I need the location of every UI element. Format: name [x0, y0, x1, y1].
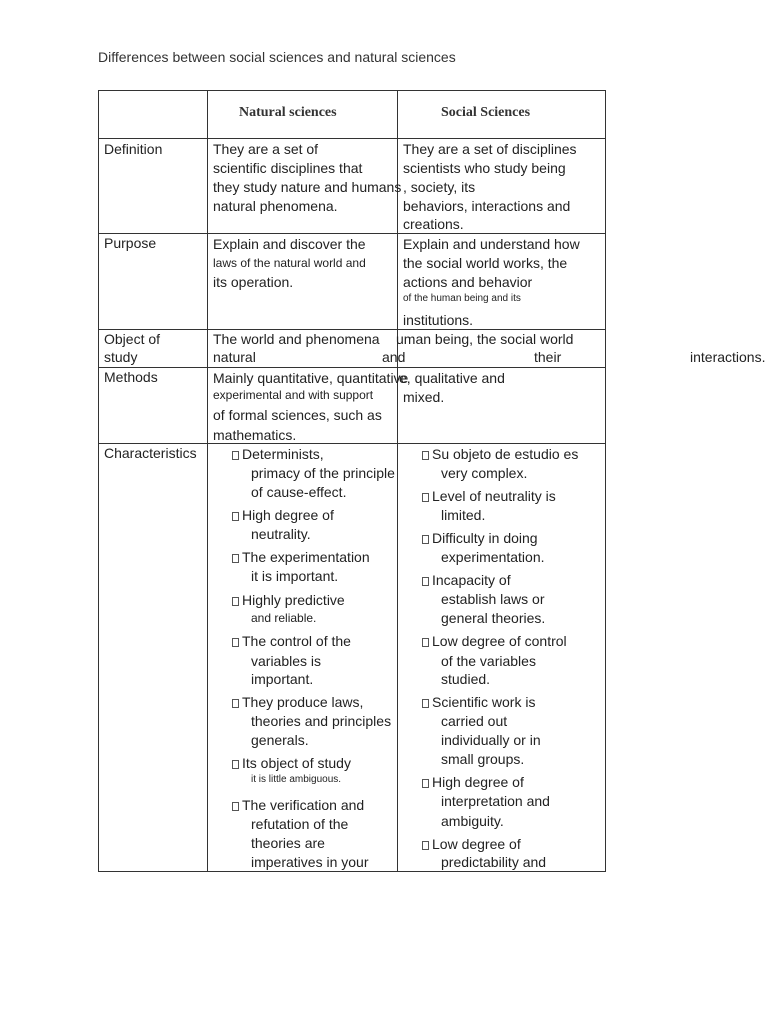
- checkbox-glyph-icon: [232, 802, 239, 811]
- social-definition-line: behaviors, interactions and: [403, 198, 571, 214]
- natural-object-line: and: [382, 349, 406, 365]
- natural-characteristic-bullet: Highly predictive: [232, 591, 345, 609]
- social-characteristic-line: ambiguity.: [441, 813, 504, 829]
- natural-methods-line: experimental and with support: [213, 388, 374, 402]
- social-purpose-line: Explain and understand how: [403, 236, 580, 252]
- natural-definition-line: They are a set of: [213, 141, 319, 157]
- row-label-purpose: Purpose: [104, 235, 157, 251]
- social-object-line: interactions.: [690, 349, 766, 365]
- row-label-object: Object of: [104, 331, 161, 347]
- natural-characteristic-line: primacy of the principle: [251, 465, 395, 481]
- social-characteristic-bullet: Su objeto de estudio es: [422, 445, 578, 463]
- natural-characteristic-line: variables is: [251, 653, 322, 669]
- row-divider: [98, 367, 606, 368]
- social-characteristic-line: experimentation.: [441, 549, 545, 565]
- natural-characteristic-bullet: Its object of study: [232, 754, 351, 772]
- social-characteristic-bullet: Difficulty in doing: [422, 529, 538, 547]
- natural-methods-line: of formal sciences, such as: [213, 407, 382, 423]
- social-characteristic-line: of the variables: [441, 653, 536, 669]
- social-purpose-line: actions and behavior: [403, 274, 533, 290]
- checkbox-glyph-icon: [422, 638, 429, 647]
- checkbox-glyph-icon: [422, 779, 429, 788]
- natural-purpose-line: laws of the natural world and: [213, 256, 366, 270]
- natural-characteristic-line: neutrality.: [251, 526, 311, 542]
- social-characteristic-line: very complex.: [441, 465, 528, 481]
- natural-characteristic-bullet: The control of the: [232, 632, 351, 650]
- natural-characteristic-bullet: High degree of: [232, 506, 334, 524]
- social-characteristic-line: establish laws or: [441, 591, 545, 607]
- checkbox-glyph-icon: [232, 451, 239, 460]
- natural-characteristic-line: of cause-effect.: [251, 484, 347, 500]
- natural-purpose-line: Explain and discover the: [213, 236, 366, 252]
- header-social-sciences: Social Sciences: [441, 105, 531, 120]
- natural-characteristic-line: theories and principles: [251, 713, 392, 729]
- social-object-line: uman being, the social world: [396, 331, 574, 347]
- checkbox-glyph-icon: [232, 699, 239, 708]
- social-characteristic-line: predictability and: [441, 854, 547, 870]
- document-title: Differences between social sciences and natural sciences: [98, 49, 456, 65]
- natural-definition-line: scientific disciplines that: [213, 160, 363, 176]
- checkbox-glyph-icon: [232, 512, 239, 521]
- social-characteristic-line: limited.: [441, 507, 486, 523]
- natural-methods-line: mathematics.: [213, 427, 297, 443]
- row-label-definition: Definition: [104, 141, 163, 157]
- social-characteristic-bullet: Low degree of: [422, 835, 521, 853]
- table-border-right: [605, 90, 606, 872]
- social-characteristic-bullet: Scientific work is: [422, 693, 535, 711]
- header-natural-sciences: Natural sciences: [239, 105, 337, 120]
- natural-characteristic-line: it is little ambiguous.: [251, 774, 342, 785]
- natural-object-line: The world and phenomena: [213, 331, 380, 347]
- row-label-methods: Methods: [104, 369, 158, 385]
- natural-definition-line: natural phenomena.: [213, 198, 338, 214]
- checkbox-glyph-icon: [422, 577, 429, 586]
- social-characteristic-bullet: Level of neutrality is: [422, 487, 556, 505]
- social-characteristic-bullet: Low degree of control: [422, 632, 567, 650]
- social-methods-line: mixed.: [403, 389, 445, 405]
- social-characteristic-line: studied.: [441, 671, 491, 687]
- natural-characteristic-bullet: The verification and: [232, 796, 364, 814]
- row-divider: [98, 233, 606, 234]
- social-definition-line: , society, its: [403, 179, 476, 195]
- table-border-bottom: [98, 871, 606, 872]
- checkbox-glyph-icon: [422, 699, 429, 708]
- natural-characteristic-line: refutation of the: [251, 816, 349, 832]
- social-purpose-line: of the human being and its: [403, 293, 521, 304]
- table-border-left: [98, 90, 99, 872]
- checkbox-glyph-icon: [422, 535, 429, 544]
- natural-characteristic-bullet: They produce laws,: [232, 693, 363, 711]
- natural-characteristic-line: and reliable.: [251, 611, 317, 625]
- checkbox-glyph-icon: [232, 554, 239, 563]
- table-divider-2: [397, 90, 398, 872]
- natural-characteristic-line: theories are: [251, 835, 325, 851]
- social-characteristic-line: small groups.: [441, 751, 525, 767]
- social-definition-line: They are a set of disciplines: [403, 141, 577, 157]
- row-label-characteristics: Characteristics: [104, 445, 197, 461]
- social-characteristic-bullet: High degree of: [422, 773, 524, 791]
- checkbox-glyph-icon: [422, 451, 429, 460]
- social-characteristic-line: interpretation and: [441, 793, 550, 809]
- natural-characteristic-line: it is important.: [251, 568, 339, 584]
- natural-characteristic-line: generals.: [251, 732, 309, 748]
- table-border-top: [98, 90, 606, 91]
- checkbox-glyph-icon: [232, 638, 239, 647]
- row-divider: [98, 138, 606, 139]
- checkbox-glyph-icon: [232, 597, 239, 606]
- checkbox-glyph-icon: [422, 841, 429, 850]
- social-methods-line: e, qualitative and: [399, 370, 505, 386]
- social-characteristic-line: carried out: [441, 713, 508, 729]
- natural-definition-line: they study nature and humans: [213, 179, 402, 195]
- row-label-object: study: [104, 349, 138, 365]
- social-characteristic-line: individually or in: [441, 732, 541, 748]
- social-purpose-line: institutions.: [403, 312, 474, 328]
- social-object-line: their: [534, 349, 562, 365]
- natural-characteristic-bullet: The experimentation: [232, 548, 370, 566]
- social-definition-line: scientists who study being: [403, 160, 566, 176]
- natural-characteristic-line: important.: [251, 671, 314, 687]
- checkbox-glyph-icon: [232, 760, 239, 769]
- social-definition-line: creations.: [403, 216, 464, 232]
- checkbox-glyph-icon: [422, 493, 429, 502]
- social-characteristic-line: general theories.: [441, 610, 546, 626]
- table-divider-1: [207, 90, 208, 872]
- natural-characteristic-line: imperatives in your: [251, 854, 369, 870]
- natural-methods-line: Mainly quantitative, quantitative: [213, 370, 409, 386]
- social-purpose-line: the social world works, the: [403, 255, 568, 271]
- natural-object-line: natural: [213, 349, 256, 365]
- natural-characteristic-bullet: Determinists,: [232, 445, 324, 463]
- natural-purpose-line: its operation.: [213, 274, 294, 290]
- social-characteristic-bullet: Incapacity of: [422, 571, 511, 589]
